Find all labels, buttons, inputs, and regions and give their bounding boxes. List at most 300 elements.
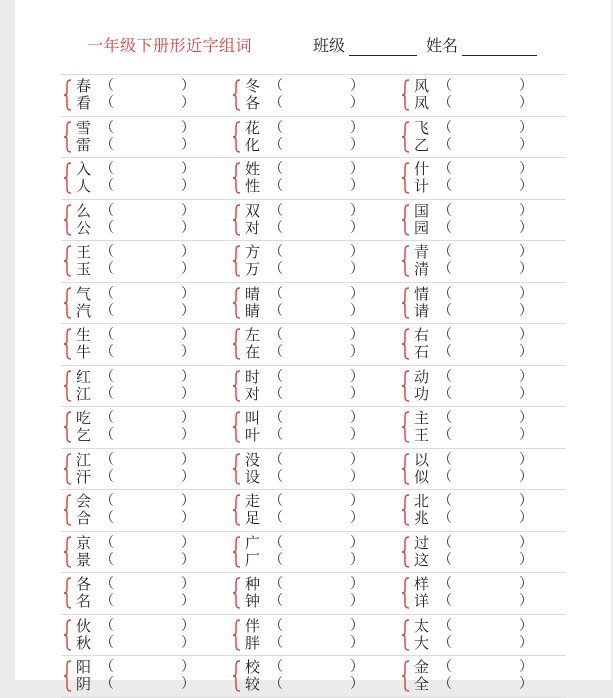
- open-paren: （: [438, 576, 452, 592]
- brace-icon: [232, 494, 241, 526]
- character: 右: [414, 326, 430, 344]
- brace-icon: [63, 204, 72, 236]
- word-line: [76, 676, 201, 693]
- word-pair-cell: [61, 449, 229, 489]
- open-paren: （: [269, 510, 283, 526]
- open-paren: （: [100, 202, 114, 219]
- word-pair-cell: [230, 241, 398, 281]
- word-line: [76, 78, 201, 95]
- word-line: [414, 78, 539, 95]
- word-line: [245, 659, 370, 676]
- close-paren: ）: [181, 510, 195, 526]
- character: 情: [414, 284, 430, 303]
- brace-icon: [401, 577, 410, 609]
- word-line: [76, 261, 201, 278]
- close-paren: ）: [181, 468, 195, 485]
- open-paren: （: [269, 468, 283, 485]
- close-paren: ）: [350, 178, 364, 194]
- word-pair-cell: [230, 158, 398, 198]
- close-paren: ）: [350, 617, 364, 634]
- grid-row: [61, 117, 566, 159]
- brace-icon: [401, 453, 410, 485]
- word-line: [414, 676, 539, 693]
- close-paren: ）: [350, 451, 364, 468]
- word-line: [414, 452, 539, 469]
- close-paren: ）: [519, 202, 533, 219]
- open-paren: （: [438, 451, 452, 468]
- character: 么: [76, 201, 92, 220]
- word-pair-cell: [61, 117, 229, 157]
- close-paren: ）: [519, 451, 533, 468]
- character: 各: [76, 575, 92, 593]
- brace-icon: [401, 204, 410, 236]
- close-paren: ）: [350, 427, 364, 443]
- word-pair-cell: [61, 656, 229, 696]
- close-paren: ）: [350, 534, 364, 551]
- close-paren: ）: [350, 634, 364, 651]
- open-paren: （: [269, 534, 283, 551]
- word-pair-cell: [399, 573, 567, 613]
- word-line: [414, 386, 539, 403]
- close-paren: ）: [519, 617, 533, 634]
- word-line: [414, 469, 539, 486]
- close-paren: ）: [350, 344, 364, 360]
- open-paren: （: [100, 493, 114, 509]
- close-paren: ）: [350, 95, 364, 111]
- character: 凤: [414, 94, 430, 112]
- word-pair-cell: [61, 615, 229, 655]
- close-paren: ）: [181, 493, 195, 509]
- open-paren: （: [100, 534, 114, 551]
- close-paren: ）: [181, 119, 195, 136]
- open-paren: （: [100, 178, 114, 194]
- word-pair-cell: [399, 532, 567, 572]
- brace-icon: [232, 328, 241, 360]
- character: 人: [76, 177, 92, 195]
- open-paren: （: [269, 327, 283, 343]
- grid-row: [61, 532, 566, 574]
- character: 计: [414, 177, 430, 195]
- open-paren: （: [100, 344, 114, 360]
- grid-row: [61, 241, 566, 283]
- brace-icon: [232, 536, 241, 568]
- close-paren: ）: [181, 327, 195, 343]
- character: 阴: [76, 675, 92, 693]
- brace-icon: [63, 121, 72, 153]
- brace-icon: [232, 577, 241, 609]
- word-pair-cell: [230, 532, 398, 572]
- character: 设: [245, 467, 261, 486]
- word-pair-cell: [230, 573, 398, 613]
- close-paren: ）: [519, 136, 533, 153]
- open-paren: （: [100, 95, 114, 111]
- character: 种: [245, 575, 261, 593]
- open-paren: （: [269, 576, 283, 592]
- character: 冬: [245, 77, 261, 95]
- brace-icon: [63, 162, 72, 194]
- word-pair-cell: [61, 241, 229, 281]
- word-pair-cell: [399, 366, 567, 406]
- word-pair-cell: [230, 200, 398, 240]
- brace-icon: [401, 79, 410, 111]
- character: 走: [245, 492, 261, 510]
- brace-icon: [63, 619, 72, 651]
- brace-icon: [232, 370, 241, 402]
- brace-icon: [232, 619, 241, 651]
- close-paren: ）: [350, 261, 364, 277]
- close-paren: ）: [519, 95, 533, 111]
- character: 主: [414, 409, 430, 427]
- word-pair-cell: [61, 407, 229, 447]
- word-line: [76, 161, 201, 178]
- open-paren: （: [100, 385, 114, 402]
- close-paren: ）: [350, 119, 364, 136]
- character: 性: [245, 177, 261, 195]
- character: 没: [245, 450, 261, 469]
- word-line: [414, 120, 539, 137]
- word-line: [245, 410, 370, 427]
- word-line: [245, 618, 370, 635]
- word-line: [245, 493, 370, 510]
- character: 牛: [76, 343, 92, 361]
- open-paren: （: [438, 327, 452, 343]
- brace-icon: [63, 287, 72, 319]
- character: 王: [76, 243, 92, 261]
- name-blank-line[interactable]: [462, 39, 537, 56]
- word-pair-cell: [399, 490, 567, 530]
- close-paren: ）: [519, 593, 533, 609]
- character: 在: [245, 343, 261, 361]
- close-paren: ）: [519, 576, 533, 592]
- character: 动: [414, 367, 430, 386]
- word-line: [76, 344, 201, 361]
- character: 风: [414, 77, 430, 95]
- character: 这: [414, 550, 430, 569]
- grid-row: [61, 366, 566, 408]
- open-paren: （: [269, 202, 283, 219]
- word-line: [414, 659, 539, 676]
- close-paren: ）: [519, 634, 533, 651]
- open-paren: （: [438, 659, 452, 675]
- class-blank-line[interactable]: [349, 39, 417, 56]
- character: 秋: [76, 633, 92, 652]
- word-line: [414, 493, 539, 510]
- close-paren: ）: [181, 136, 195, 153]
- brace-icon: [63, 577, 72, 609]
- open-paren: （: [269, 95, 283, 111]
- open-paren: （: [269, 161, 283, 177]
- close-paren: ）: [519, 78, 533, 94]
- word-line: [414, 344, 539, 361]
- brace-icon: [401, 536, 410, 568]
- open-paren: （: [438, 593, 452, 609]
- word-line: [245, 369, 370, 386]
- word-pair-cell: [61, 158, 229, 198]
- open-paren: （: [100, 551, 114, 568]
- character: 乙: [414, 135, 430, 154]
- character: 名: [76, 592, 92, 610]
- brace-icon: [401, 660, 410, 692]
- word-line: [76, 493, 201, 510]
- open-paren: （: [100, 161, 114, 177]
- word-pair-cell: [61, 573, 229, 613]
- word-pair-cell: [399, 117, 567, 157]
- character: 大: [414, 633, 430, 652]
- character: 足: [245, 509, 261, 527]
- open-paren: （: [269, 676, 283, 692]
- open-paren: （: [269, 219, 283, 236]
- close-paren: ）: [350, 676, 364, 692]
- word-line: [414, 576, 539, 593]
- open-paren: （: [438, 244, 452, 260]
- close-paren: ）: [181, 551, 195, 568]
- close-paren: ）: [350, 327, 364, 343]
- open-paren: （: [100, 119, 114, 136]
- character: 时: [245, 367, 261, 386]
- word-line: [76, 452, 201, 469]
- word-pair-cell: [399, 75, 567, 115]
- character: 伴: [245, 616, 261, 635]
- close-paren: ）: [181, 244, 195, 260]
- grid-row: [61, 324, 566, 366]
- open-paren: （: [438, 344, 452, 360]
- close-paren: ）: [181, 178, 195, 194]
- word-line: [414, 203, 539, 220]
- open-paren: （: [269, 302, 283, 319]
- open-paren: （: [100, 302, 114, 319]
- open-paren: （: [100, 676, 114, 692]
- brace-icon: [232, 245, 241, 277]
- word-pair-cell: [230, 283, 398, 323]
- open-paren: （: [100, 244, 114, 260]
- close-paren: ）: [350, 161, 364, 177]
- open-paren: （: [100, 617, 114, 634]
- character: 各: [245, 94, 261, 112]
- character: 万: [245, 260, 261, 278]
- close-paren: ）: [350, 302, 364, 319]
- character: 姓: [245, 160, 261, 178]
- close-paren: ）: [181, 202, 195, 219]
- close-paren: ）: [181, 617, 195, 634]
- character: 伙: [76, 616, 92, 635]
- word-pair-cell: [61, 532, 229, 572]
- character: 似: [414, 467, 430, 486]
- character: 金: [414, 658, 430, 676]
- character: 睛: [245, 301, 261, 320]
- close-paren: ）: [519, 427, 533, 443]
- close-paren: ）: [350, 368, 364, 385]
- word-line: [76, 386, 201, 403]
- close-paren: ）: [519, 344, 533, 360]
- character: 红: [76, 367, 92, 386]
- open-paren: （: [269, 285, 283, 302]
- character: 汗: [76, 467, 92, 486]
- grid-row: [61, 200, 566, 242]
- character: 功: [414, 384, 430, 403]
- open-paren: （: [100, 427, 114, 443]
- character: 阳: [76, 658, 92, 676]
- character: 较: [245, 675, 261, 693]
- brace-icon: [232, 162, 241, 194]
- brace-icon: [401, 494, 410, 526]
- character: 广: [245, 533, 261, 552]
- close-paren: ）: [519, 368, 533, 385]
- word-line: [414, 410, 539, 427]
- word-line: [414, 427, 539, 444]
- open-paren: （: [438, 136, 452, 153]
- word-pair-cell: [399, 158, 567, 198]
- word-line: [414, 261, 539, 278]
- word-line: [76, 535, 201, 552]
- character: 晴: [245, 284, 261, 303]
- word-pair-cell: [61, 283, 229, 323]
- open-paren: （: [100, 136, 114, 153]
- word-line: [245, 327, 370, 344]
- word-line: [414, 303, 539, 320]
- close-paren: ）: [350, 219, 364, 236]
- close-paren: ）: [181, 676, 195, 692]
- close-paren: ）: [519, 534, 533, 551]
- character: 叶: [245, 426, 261, 444]
- word-line: [76, 244, 201, 261]
- open-paren: （: [438, 468, 452, 485]
- word-line: [245, 95, 370, 112]
- grid-row: [61, 490, 566, 532]
- word-line: [245, 593, 370, 610]
- name-label: 姓名: [426, 36, 459, 55]
- character: 入: [76, 160, 92, 178]
- word-pair-cell: [230, 615, 398, 655]
- worksheet-header: [15, 33, 611, 55]
- brace-icon: [401, 328, 410, 360]
- close-paren: ）: [519, 676, 533, 692]
- word-line: [76, 203, 201, 220]
- open-paren: （: [269, 261, 283, 277]
- character: 左: [245, 326, 261, 344]
- grid-row: [61, 407, 566, 449]
- word-line: [245, 386, 370, 403]
- word-line: [245, 178, 370, 195]
- grid-row: [61, 449, 566, 491]
- brace-icon: [63, 328, 72, 360]
- character: 景: [76, 550, 92, 569]
- character: 太: [414, 616, 430, 635]
- brace-icon: [401, 245, 410, 277]
- brace-icon: [63, 494, 72, 526]
- word-pair-cell: [230, 407, 398, 447]
- open-paren: （: [269, 178, 283, 194]
- character: 请: [414, 301, 430, 320]
- word-pair-cell: [230, 656, 398, 696]
- word-line: [414, 618, 539, 635]
- class-field: [313, 33, 417, 56]
- word-pair-cell: [399, 324, 567, 364]
- character: 雷: [76, 135, 92, 154]
- open-paren: （: [100, 659, 114, 675]
- open-paren: （: [438, 78, 452, 94]
- close-paren: ）: [350, 410, 364, 426]
- close-paren: ）: [181, 427, 195, 443]
- close-paren: ）: [350, 659, 364, 675]
- open-paren: （: [438, 202, 452, 219]
- word-pair-cell: [399, 449, 567, 489]
- character: 吃: [76, 409, 92, 427]
- open-paren: （: [100, 634, 114, 651]
- word-line: [245, 137, 370, 154]
- word-line: [245, 676, 370, 693]
- character: 乞: [76, 426, 92, 444]
- word-line: [245, 452, 370, 469]
- open-paren: （: [269, 244, 283, 260]
- word-line: [76, 618, 201, 635]
- word-grid: [61, 74, 566, 698]
- open-paren: （: [269, 385, 283, 402]
- brace-icon: [401, 411, 410, 443]
- word-line: [245, 469, 370, 486]
- word-line: [414, 635, 539, 652]
- word-line: [414, 137, 539, 154]
- word-line: [245, 427, 370, 444]
- open-paren: （: [269, 634, 283, 651]
- character: 叫: [245, 409, 261, 427]
- word-line: [245, 510, 370, 527]
- open-paren: （: [100, 285, 114, 302]
- word-line: [76, 303, 201, 320]
- close-paren: ）: [350, 136, 364, 153]
- open-paren: （: [100, 451, 114, 468]
- close-paren: ）: [181, 161, 195, 177]
- close-paren: ）: [181, 344, 195, 360]
- word-line: [76, 95, 201, 112]
- worksheet-page: [15, 0, 611, 693]
- brace-icon: [401, 370, 410, 402]
- character: 京: [76, 533, 92, 552]
- word-line: [414, 593, 539, 610]
- close-paren: ）: [181, 634, 195, 651]
- open-paren: （: [269, 344, 283, 360]
- open-paren: （: [438, 285, 452, 302]
- brace-icon: [401, 121, 410, 153]
- word-pair-cell: [61, 366, 229, 406]
- close-paren: ）: [350, 385, 364, 402]
- close-paren: ）: [350, 202, 364, 219]
- open-paren: （: [438, 427, 452, 443]
- class-label: 班级: [313, 36, 346, 55]
- word-line: [76, 469, 201, 486]
- close-paren: ）: [350, 78, 364, 94]
- word-line: [245, 303, 370, 320]
- close-paren: ）: [181, 78, 195, 94]
- close-paren: ）: [519, 327, 533, 343]
- word-line: [414, 220, 539, 237]
- word-line: [245, 220, 370, 237]
- character: 化: [245, 135, 261, 154]
- open-paren: （: [438, 617, 452, 634]
- word-pair-cell: [399, 241, 567, 281]
- word-pair-cell: [230, 75, 398, 115]
- open-paren: （: [438, 219, 452, 236]
- word-line: [414, 286, 539, 303]
- grid-row: [61, 656, 566, 698]
- word-pair-cell: [230, 117, 398, 157]
- brace-icon: [232, 204, 241, 236]
- word-line: [76, 659, 201, 676]
- close-paren: ）: [519, 551, 533, 568]
- word-line: [414, 95, 539, 112]
- close-paren: ）: [350, 244, 364, 260]
- character: 王: [414, 426, 430, 444]
- close-paren: ）: [519, 244, 533, 260]
